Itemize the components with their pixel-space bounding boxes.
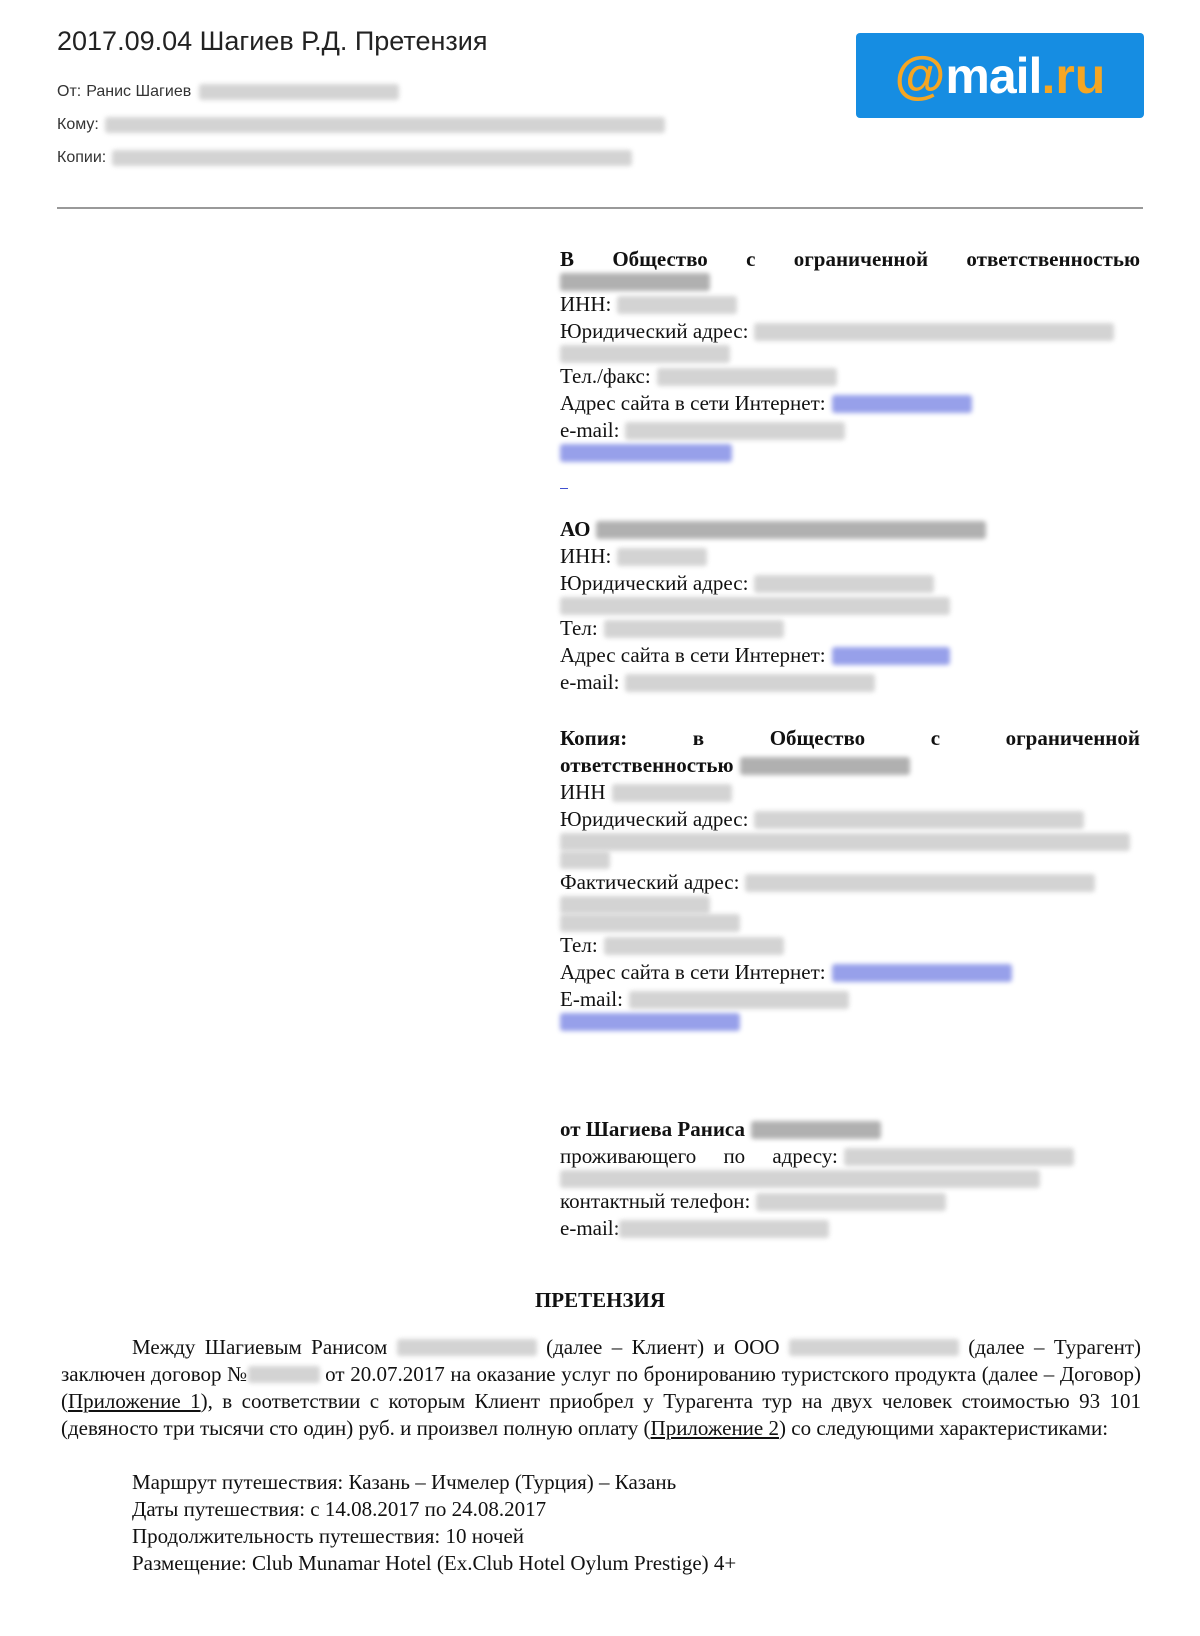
org1-site-label: Адрес сайта в сети Интернет: [560,391,826,415]
sender-address-redacted [844,1148,1074,1166]
copy-org-name-redacted [740,757,910,775]
org2-tel-redacted [604,620,784,638]
list-item: Маршрут путешествия: Казань – Ичмелер (Турция) – Казань [132,1470,677,1494]
copy-legal-addr-cont-redacted [560,833,1130,851]
p1-part-c: (далее – Турагент) заключен договор № [61,1335,1142,1386]
trip-characteristics [132,1469,736,1577]
to-row [57,116,665,134]
sender-residing-label: проживающего по адресу: [560,1144,838,1168]
org2-email-label: e-mail: [560,670,620,694]
sender-patronymic-redacted [751,1121,881,1139]
copy-title-line2: ответственностью [560,753,734,777]
copy-email2-link-redacted[interactable] [560,1013,740,1031]
copy-fact-addr-redacted [745,874,1095,892]
logo-tld: ru [1055,47,1106,104]
org2-tel-label: Тел: [560,616,598,640]
sender-phone-redacted [756,1193,946,1211]
claim-heading: ПРЕТЕНЗИЯ [534,1288,666,1312]
copy-site-label: Адрес сайта в сети Интернет: [560,960,826,984]
org2-prefix: АО [560,517,591,541]
claim-paragraph [61,1334,1141,1442]
from-address-redacted [199,84,399,100]
copy-fact-addr-cont2-redacted [560,914,740,932]
addressee-org2 [560,516,1140,696]
org2-inn-redacted [617,548,707,566]
stray-underline [560,488,568,489]
logo-at: @ [894,46,946,105]
cc-row [57,149,632,167]
p1-part-a: Между Шагиевым Ранисом [132,1335,388,1359]
org2-legal-addr-cont-redacted [560,597,950,615]
addressee-org1 [560,246,1140,489]
agent-name-redacted [789,1339,959,1356]
copy-inn-label: ИНН [560,780,606,804]
copy-email-label: E-mail: [560,987,623,1011]
copy-fact-addr-cont-redacted [560,896,710,914]
from-row [57,83,399,101]
copy-tel-label: Тел: [560,933,598,957]
list-item: Даты путешествия: с 14.08.2017 по 24.08.2017 [132,1497,547,1521]
to-label: Кому: [57,116,99,133]
logo-name: mail [945,47,1042,104]
p1-part-e: ), в соответствии с которым Клиент приобрел у Турагента тур на двух человек стоимостью 93 101 (девяносто три тысячи сто один) руб. и произвел полную оплату ( [61,1389,1141,1440]
copy-email-redacted [629,991,849,1009]
org1-name-redacted [560,273,710,291]
org2-site-label: Адрес сайта в сети Интернет: [560,643,826,667]
org1-email-redacted [625,422,845,440]
copy-fact-addr-label: Фактический адрес: [560,870,740,894]
p1-part-d: от 20.07.2017 на оказание услуг по бронированию туристского продукта (далее – Договор) ( [61,1362,1142,1413]
org1-inn-label: ИНН: [560,292,612,316]
mailru-logo[interactable] [856,33,1144,118]
org1-site-link-redacted[interactable] [832,395,972,413]
copy-title-line1: Копия: в Общество с ограниченной [560,726,1140,750]
copy-legal-addr-label: Юридический адрес: [560,807,749,831]
client-patronymic-redacted [397,1339,537,1356]
org2-site-link-redacted[interactable] [832,647,950,665]
appendix-1-link[interactable]: Приложение 1 [68,1389,201,1413]
cc-label: Копии: [57,149,107,166]
sender-address-cont-redacted [560,1170,1040,1188]
addressee-copy [560,725,1140,1031]
org1-telfax-redacted [657,368,837,386]
list-item: Размещение: Club Munamar Hotel (Ex.Club Hotel Oylum Prestige) 4+ [132,1551,737,1575]
from-name[interactable]: Ранис Шагиев [86,83,192,100]
org2-inn-label: ИНН: [560,544,612,568]
header-divider [57,207,1143,209]
org2-legal-addr-label: Юридический адрес: [560,571,749,595]
org1-legal-addr-label: Юридический адрес: [560,319,749,343]
from-label: От: [57,83,82,100]
sender-block [560,1116,1140,1242]
copy-site-link-redacted[interactable] [832,964,1012,982]
org1-inn-redacted [617,296,737,314]
org2-name-redacted [596,521,986,539]
p1-part-b: (далее – Клиент) и ООО [546,1335,780,1359]
copy-tel-redacted [604,937,784,955]
sender-from-line: от Шагиева Раниса [560,1117,746,1141]
contract-number-redacted [248,1366,320,1383]
org1-email-label: e-mail: [560,418,620,442]
org1-email2-link-redacted[interactable] [560,444,732,462]
appendix-2-link[interactable]: Приложение 2 [650,1416,779,1440]
org1-title: В Общество с ограниченной ответственностью [560,247,1140,271]
copy-legal-addr-redacted [754,811,1084,829]
org2-legal-addr-redacted [754,575,934,593]
p1-part-f: ) со следующими характеристиками: [779,1416,1109,1440]
list-item: Продолжительность путешествия: 10 ночей [132,1524,525,1548]
copy-inn-redacted [612,784,732,802]
org1-legal-addr-cont-redacted [560,345,730,363]
sender-email-label: e-mail: [560,1216,620,1240]
email-subject: 2017.09.04 Шагиев Р.Д. Претензия [57,26,488,56]
to-addresses-redacted [105,117,665,133]
copy-legal-addr-cont2-redacted [560,851,610,869]
sender-phone-label: контактный телефон: [560,1189,751,1213]
cc-addresses-redacted [112,150,632,166]
sender-email-redacted [619,1220,829,1238]
logo-dot: . [1041,47,1056,104]
org2-email-redacted [625,674,875,692]
org1-telfax-label: Тел./факс: [560,364,651,388]
org1-legal-addr-redacted [754,323,1114,341]
